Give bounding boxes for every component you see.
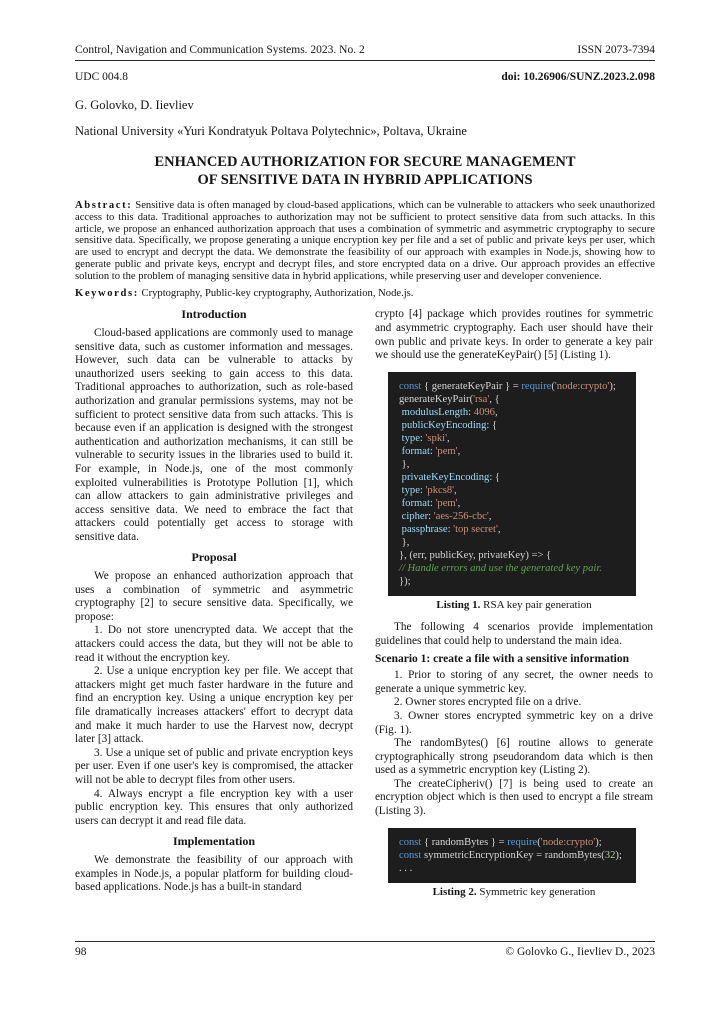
footer-divider	[75, 941, 655, 942]
section-heading: Proposal	[191, 550, 237, 565]
code-line: const { generateKeyPair } = require('node:crypto');	[399, 380, 616, 392]
scenario-heading: Scenario 1: create a file with a sensitive information	[375, 652, 630, 665]
code-listing	[388, 828, 636, 883]
code-line: }, (err, publicKey, privateKey) => {	[399, 549, 552, 561]
running-header	[75, 44, 655, 56]
code-line: const { randomBytes } = require('node:crypto');	[399, 836, 602, 848]
code-line: passphrase: 'top secret',	[401, 523, 501, 535]
listing-caption: Listing 2. Symmetric key generation	[432, 885, 596, 898]
code-listing	[388, 372, 636, 596]
paragraph: crypto [4] package which provides routines for symmetric and asymmetric cryptography. Each user should have their own public and private keys. In order to generate a key pair we should use the generateKeyPair() [5] (Listing 1).	[375, 308, 653, 362]
paragraph: The randomBytes() [6] routine allows to generate cryptographically strong pseudorandom data which is then used as a symmetric encryption key (Listing 2).	[375, 737, 653, 777]
issn: ISSN 2073-7394	[577, 44, 655, 56]
paragraph: We demonstrate the feasibility of our approach with examples in Node.js, a popular platform for building cloud-based applications. Node.js has a built-in standard	[75, 853, 353, 894]
journal-name: Control, Navigation and Communication Systems. 2023. No. 2	[75, 44, 365, 56]
code-line: format: 'pem',	[401, 497, 461, 509]
section-heading: Introduction	[181, 307, 247, 322]
code-line: },	[399, 458, 410, 470]
code-line: // Handle errors and use the generated key pair.	[399, 562, 602, 574]
paper-title-line1: ENHANCED AUTHORIZATION FOR SECURE MANAGEMENT	[154, 154, 576, 170]
paragraph: Cloud-based applications are commonly used to manage sensitive data, such as customer information and messages. However, such data can be vulnerable to attacks by unauthorized users seeking to gain access to this data. Traditional approaches to authorization, such as role-based authorization and granular permissions systems, may not be sufficient to protect sensitive data from such attacks. This is because even if an application is designed with the strongest authentication and authorization mechanisms, it can still be vulnerable to security issues in the libraries used to build it. For example, in Node.js, one of the most commonly exploited vulnerabilities is Prototype Pollution [1], which can allow attackers to gain administrative privileges and access sensitive data. We need to embrace the fact that attackers could potentially get access to storage with sensitive data.	[75, 326, 353, 543]
copyright: © Golovko G., Iievliev D., 2023	[505, 946, 655, 958]
keywords	[75, 288, 655, 300]
paragraph: The createCipheriv() [7] is being used to create an encryption object which is then used to encrypt a file stream (Listing 3).	[375, 777, 653, 818]
keywords-label: Keywords:	[75, 287, 139, 299]
paragraph: 4. Always encrypt a file encryption key with a user public encryption key. This ensures that only authorized users can decrypt it and read file data.	[75, 787, 353, 827]
paragraph: 2. Use a unique encryption key per file. We accept that attackers might get much faster hardware in the future and find an encryption key. Using a unique encryption key per file dramatically increases attackers' effort to decrypt data and make it much harder to use the Harvest now, decrypt later [3] attack.	[75, 665, 353, 746]
paper-title-line2: OF SENSITIVE DATA IN HYBRID APPLICATIONS	[197, 171, 533, 188]
code-line: privateKeyEncoding: {	[401, 471, 501, 483]
doi: doi: 10.26906/SUNZ.2023.2.098	[501, 71, 655, 83]
paragraph: 2. Owner stores encrypted file on a drive.	[394, 696, 582, 709]
code-line: });	[399, 575, 411, 587]
code-line: cipher: 'aes-256-cbc',	[401, 510, 492, 522]
paragraph: 1. Do not store unencrypted data. We accept that the attackers could access the data, but they will not be able to read it without the encryption key.	[75, 624, 353, 664]
udc-code: UDC 004.8	[75, 71, 129, 83]
code-line: format: 'pem',	[401, 445, 461, 457]
affiliation: National University «Yuri Kondratyuk Poltava Polytechnic», Poltava, Ukraine	[75, 124, 467, 138]
paragraph: The following 4 scenarios provide implementation guidelines that could help to understand the main idea.	[375, 621, 653, 647]
paragraph: We propose an enhanced authorization approach that uses a combination of symmetric and asymmetric cryptography [2] to secure sensitive data. Specifically, we propose:	[75, 570, 353, 623]
code-line: generateKeyPair('rsa', {	[399, 393, 500, 405]
left-column	[75, 308, 353, 908]
paragraph: 3. Owner stores encrypted symmetric key on a drive (Fig. 1).	[375, 709, 653, 736]
header-divider	[75, 60, 655, 61]
page-footer	[75, 941, 655, 958]
paragraph: 3. Use a unique set of public and private encryption keys per user. Even if one user's key is compromised, the attacker will not be able to decrypt files from other users.	[75, 746, 353, 786]
code-line: type: 'spki',	[401, 432, 450, 444]
keywords-text: Cryptography, Public-key cryptography, Authorization, Node.js.	[141, 287, 414, 299]
section-heading: Implementation	[173, 834, 255, 849]
code-line: const symmetricEncryptionKey = randomBytes(32);	[399, 849, 622, 861]
abstract-label: Abstract:	[75, 200, 133, 211]
udc-doi-row	[75, 71, 655, 83]
abstract-text: Sensitive data is often managed by cloud-based applications, which can be vulnerable to attackers who seek unauthorized access to this data. Traditional approaches to authorization may not be sufficient to protect sensitive data from such attacks. In this article, we propose an enhanced authorization approach that uses a combination of symmetric and asymmetric cryptography to secure sensitive data. Specifically, we propose generating a unique encryption key per file and a set of public and private keys per user, which are used to encrypt and decrypt the data. We demonstrate the feasibility of our approach with examples in Node.js, showing how to generate public and private keys, encrypt and decrypt files, and store encrypted data on a drive. Our approach provides an effective solution to the problem of managing sensitive data in hybrid applications, while preserving user and developer convenience.	[75, 200, 655, 282]
right-column	[375, 308, 653, 908]
paper-title	[75, 154, 655, 189]
abstract	[75, 200, 655, 283]
listing-caption: Listing 1. RSA key pair generation	[436, 598, 592, 611]
two-column-body	[75, 308, 655, 908]
paragraph: 1. Prior to storing of any secret, the owner needs to generate a unique symmetric key.	[375, 669, 653, 695]
page-number: 98	[75, 946, 87, 958]
code-line: publicKeyEncoding: {	[401, 419, 498, 431]
code-line: . . .	[399, 862, 413, 874]
authors: G. Golovko, D. Iievliev	[75, 98, 194, 112]
code-line: },	[399, 536, 410, 548]
code-line: type: 'pkcs8',	[401, 484, 457, 496]
code-line: modulusLength: 4096,	[401, 406, 498, 418]
